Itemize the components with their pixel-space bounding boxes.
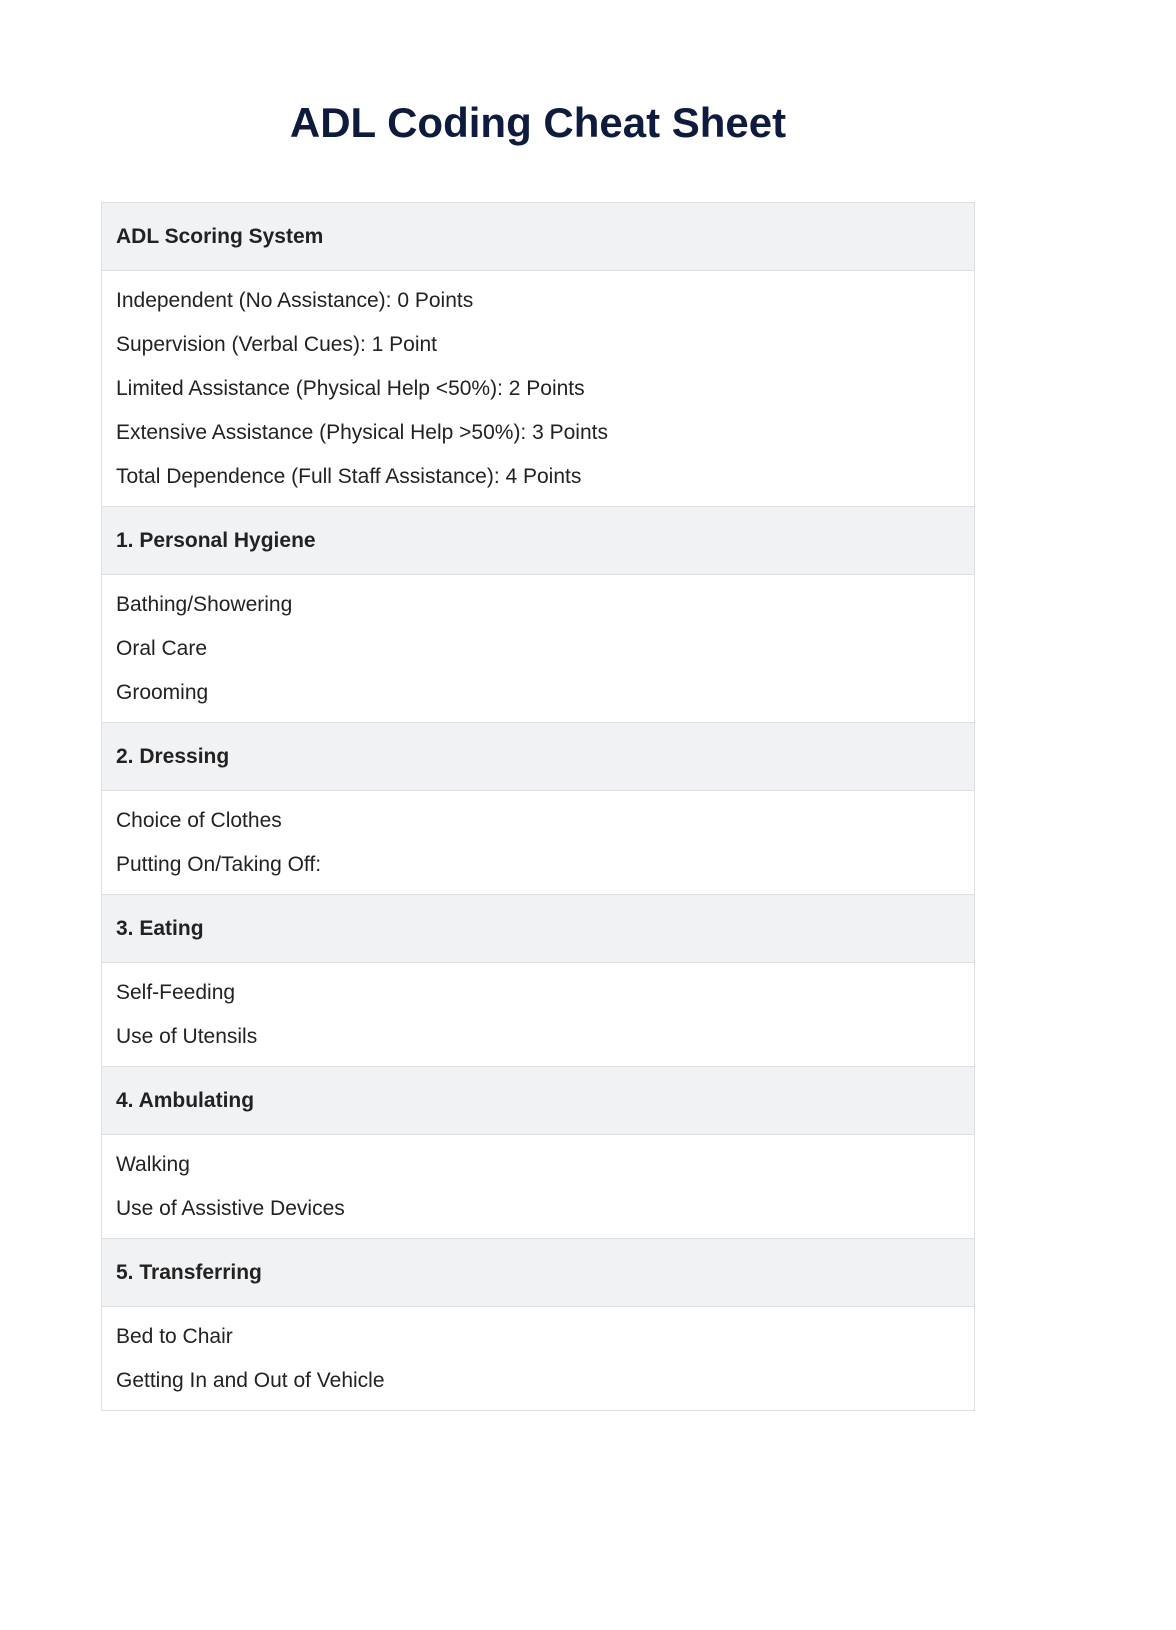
section-ambulating: [102, 1067, 974, 1239]
list-item: Use of Assistive Devices: [116, 1197, 345, 1220]
section-header: 1. Personal Hygiene: [102, 507, 974, 575]
section-header: 5. Transferring: [102, 1239, 974, 1307]
section-eating: [102, 895, 974, 1067]
section-body: [102, 1307, 974, 1410]
list-item: Getting In and Out of Vehicle: [116, 1369, 385, 1392]
list-item: Bathing/Showering: [116, 593, 293, 616]
section-body: [102, 575, 974, 723]
list-item: Oral Care: [116, 637, 208, 660]
list-item: Walking: [116, 1153, 190, 1176]
section-scoring-system: [102, 203, 974, 507]
list-item: Extensive Assistance (Physical Help >50%): 3 Points: [116, 421, 608, 444]
list-item: Supervision (Verbal Cues): 1 Point: [116, 333, 437, 356]
section-header: 2. Dressing: [102, 723, 974, 791]
list-item: Bed to Chair: [116, 1325, 233, 1348]
section-personal-hygiene: [102, 507, 974, 723]
list-item: Grooming: [116, 681, 209, 704]
section-header: 3. Eating: [102, 895, 974, 963]
list-item: Self-Feeding: [116, 981, 236, 1004]
section-dressing: [102, 723, 974, 895]
section-body: [102, 1135, 974, 1239]
list-item: Use of Utensils: [116, 1025, 258, 1048]
section-header: ADL Scoring System: [102, 203, 974, 271]
section-body: [102, 791, 974, 895]
list-item: Putting On/Taking Off:: [116, 853, 322, 876]
section-transferring: [102, 1239, 974, 1410]
section-body: [102, 963, 974, 1067]
list-item: Choice of Clothes: [116, 809, 282, 832]
list-item: Independent (No Assistance): 0 Points: [116, 289, 474, 312]
section-header: 4. Ambulating: [102, 1067, 974, 1135]
list-item: Total Dependence (Full Staff Assistance): 4 Points: [116, 465, 582, 488]
section-body: [102, 271, 974, 507]
page-title: ADL Coding Cheat Sheet: [289, 99, 787, 146]
cheat-sheet-table: [101, 202, 975, 1411]
list-item: Limited Assistance (Physical Help <50%): 2 Points: [116, 377, 585, 400]
